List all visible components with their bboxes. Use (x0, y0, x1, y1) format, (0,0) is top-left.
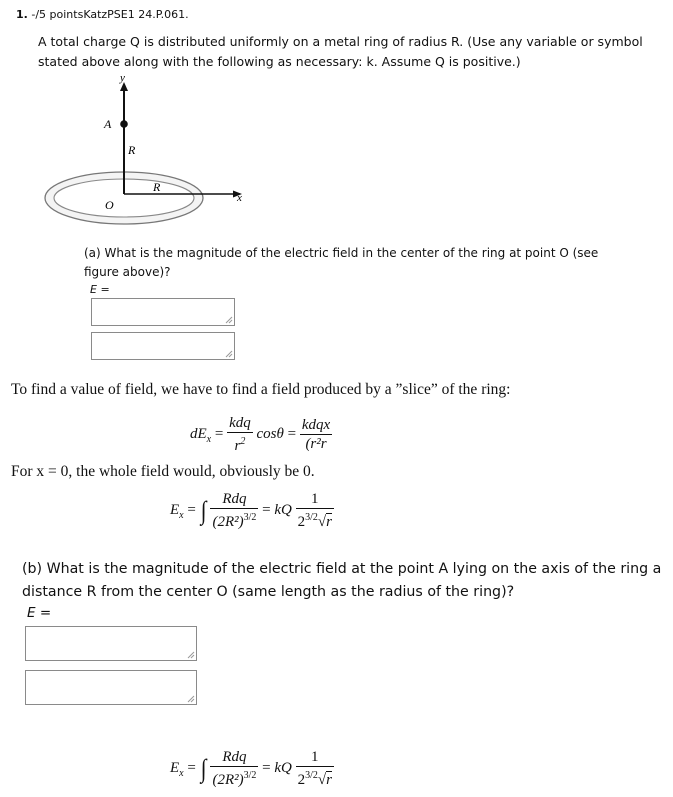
eq2-frac1-den: $(2R^2)^{3/2}$ (212, 512, 257, 530)
part-a-question: (a) What is the magnitude of the electric field in the center of the ring at point O (see figure above)? (84, 246, 599, 279)
eq3-frac2-den: $2^{3/2}√r$ (297, 770, 332, 788)
part-a-answer-input-2[interactable] (91, 332, 235, 360)
eq3-frac2-num: 1 (296, 748, 334, 767)
eq2-kq: kQ (274, 501, 292, 518)
eq1-frac2 (300, 416, 332, 453)
eq1-frac1-den: $r^2$ (234, 436, 246, 454)
part-b-answer-label: E = (27, 605, 52, 621)
eq1-frac1 (227, 414, 253, 455)
resize-grip-icon[interactable] (187, 695, 195, 703)
sqrt-icon: √ (317, 772, 327, 788)
part-b-answer-input[interactable] (25, 626, 197, 661)
problem-prompt: A total charge Q is distributed uniformly on a metal ring of radius R. (Use any variable or symbol stated above along with the following as necessary: k. Assume Q is positive.) (38, 34, 643, 69)
eq1-frac1-num: kdq (229, 415, 251, 431)
label-a: A (104, 117, 112, 131)
resize-grip-icon[interactable] (225, 316, 233, 324)
part-b-question: (b) What is the magnitude of the electric field at the point A lying on the axis of the ring a distance R from the center O (same length as the radius of the ring)? (22, 561, 662, 600)
eq3-kq: kQ (274, 759, 292, 776)
label-o: O (105, 198, 114, 212)
ring-diagram (40, 70, 250, 225)
eq2-frac1-num: Rdq (210, 490, 258, 509)
resize-grip-icon[interactable] (187, 651, 195, 659)
solution-intro: To find a value of field, we have to find a field produced by a ”slice” of the ring: (11, 381, 511, 398)
problem-points: -/5 points (31, 8, 84, 21)
label-y: y (120, 72, 125, 84)
point-a (120, 120, 128, 128)
ring-figure (40, 70, 250, 225)
eq2-lhs: E (170, 501, 180, 518)
eq2-frac2-den: $2^{3/2}√r$ (297, 512, 332, 530)
eq1-lhs: dE (190, 425, 207, 442)
eq1-lhs-sub: x (206, 433, 212, 445)
eq1-frac2-num: kdqx (301, 417, 331, 433)
eq3-lhs-sub: x (179, 767, 184, 779)
eq3-lhs: E (170, 759, 180, 776)
eq2-frac2 (296, 490, 334, 531)
eq2-frac2-num: 1 (296, 490, 334, 509)
eq3-frac1-num: Rdq (210, 748, 258, 767)
eq1-middle: cosθ (256, 425, 284, 442)
eq2-frac1 (210, 490, 258, 531)
part-a-answer-label: E = (90, 283, 110, 296)
equation-total-field-repeat: $E_x$ = ∫ $\frac{\text{Rdq}}{(2R^2)^{3/2}}$ = kQ $\frac{1}{2^{3/2}√r}$ (170, 749, 332, 788)
problem-id: KatzPSE1 24.P.061. (83, 8, 189, 21)
eq3-frac1 (210, 748, 258, 789)
part-b-answer-input-2[interactable] (25, 670, 197, 705)
eq2-lhs-sub: x (179, 509, 184, 521)
equation-total-field: $E_x$ = ∫ $\frac{\text{Rdq}}{(2R^2)^{3/2}}$ = kQ $\frac{1}{2^{3/2}√r}$ (170, 491, 332, 530)
sqrt-icon: √ (317, 514, 327, 530)
equation-slice-field: $dE_x$ = $\frac{\text{kdq}}{r^2}$ cosθ = $\frac{\text{kdqx}}{\text{(r²r}}$ (190, 415, 331, 454)
label-r-vertical: R (128, 143, 136, 157)
integral-sign: ∫ (200, 753, 207, 783)
resize-grip-icon[interactable] (225, 350, 233, 358)
eq3-frac1-den: $(2R^2)^{3/2}$ (212, 770, 257, 788)
problem-header (16, 8, 189, 21)
eq1-frac2-den: (r²r (305, 436, 327, 452)
label-r-horizontal: R (153, 180, 161, 194)
part-a-answer-input[interactable] (91, 298, 235, 326)
label-x: x (237, 192, 242, 204)
integral-sign: ∫ (200, 495, 207, 525)
problem-number: 1. (16, 8, 28, 21)
eq3-frac2 (296, 748, 334, 789)
solution-zero-case: For x = 0, the whole field would, obviously be 0. (11, 463, 315, 480)
